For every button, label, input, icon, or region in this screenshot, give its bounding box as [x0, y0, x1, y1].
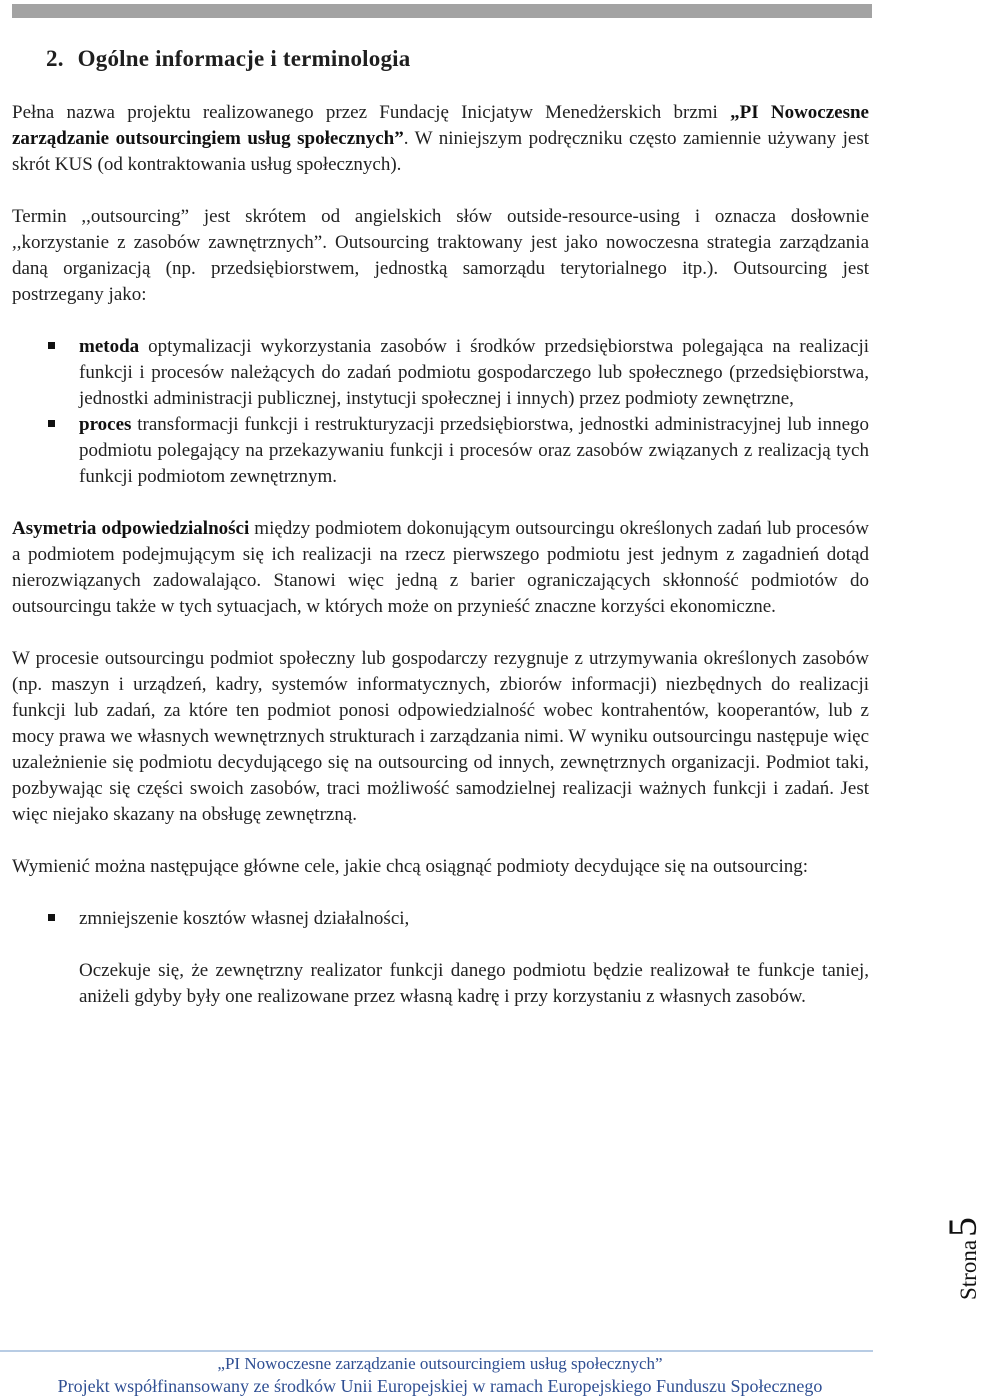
paragraph-definition: Termin ,,outsourcing” jest skrótem od angielskich słów outside-resource-using i oznacza dosłownie ,,korzystanie z zasobów zawnętrznych”. Outsourcing traktowany jest jako nowoczesna strategia zarządzania daną organizacją (np. przedsiębiorstwem, jednostką samorządu terytorialnego itp.). Outsourcing jest postrzegany jako: — [12, 206, 869, 305]
page-footer — [0, 1353, 880, 1397]
page-label-text: Strona — [956, 1239, 981, 1300]
definition-list — [12, 334, 869, 490]
footer-funding-note: Projekt współfinansowany ze środków Unii Europejskiej w ramach Europejskiego Funduszu Społecznego — [57, 1376, 823, 1396]
paragraph-process: W procesie outsourcingu podmiot społeczny lub gospodarczy rezygnuje z utrzymywania określonych zasobów (np. maszyn i urządzeń, kadry, systemów informatycznych, zbiorów informacji) niezbędnych do realizacji funkcji lub zadań, za które ten podmiot ponosi odpowiedzialność wobec kontrahentów, kooperantów, lub z mocy prawa we własnych wewnętrznych strukturach i zarządzania nimi. W wyniku outsourcingu następuje więc uzależnienie się podmiotu decydującego się na outsourcing od innych, zewnętrznych organizacji. Podmiot taki, pozbywając się części swoich zasobów, traci możliwość samodzielnej realizacji ważnych funkcji i zadań. Jest więc niejako skazany na obsługę zewnętrzną. — [12, 648, 869, 825]
paragraph-text: Pełna nazwa projektu realizowanego przez Fundację Inicjatyw Menedżerskich brzmi — [12, 102, 731, 123]
paragraph-cost-expectation: Oczekuje się, że zewnętrzny realizator funkcji danego podmiotu będzie realizował te funkcje taniej, aniżeli gdyby były one realizowane przez własną kadrę i przy korzystaniu z własnych zasobów. — [79, 960, 869, 1007]
header-bar — [12, 4, 872, 18]
list-item — [79, 334, 869, 412]
list-text: optymalizacji wykorzystania zasobów i środków przedsiębiorstwa polegająca na realizacji funkcji i procesów należących do zadań podmiotu gospodarczego lub społecznego (przedsiębiorstwa, jednostki administracji publicznej, instytucji społecznej i innych) przez podmioty zewnętrzne, — [79, 336, 869, 409]
paragraph-text: między podmiotem dokonującym outsourcingu określonych zadań lub procesów a podmiotem podejmującym się ich realizacji na rzecz pierwszego podmiotu jest jednym z zagadnień dotąd nierozwiązanych zadowalająco. Stanowi więc jedną z barier ograniczających skłonność podmiotów do outsourcingu także w tych sytuacjach, w których może on przynieść znaczne korzyści ekonomiczne. — [12, 518, 869, 617]
list-item: zmniejszenie kosztów własnej działalności, — [79, 906, 869, 932]
list-term: proces — [79, 414, 132, 435]
list-text: transformacji funkcji i restrukturyzacji przedsiębiorstwa, jednostki administracyjnej lub innego podmiotu polegający na przekazywaniu funkcji i procesów oraz zasobów związanych z realizacją tych funkcji podmiotom zewnętrznym. — [79, 414, 869, 487]
footer-divider — [0, 1350, 873, 1352]
goals-list — [12, 906, 869, 932]
page-content — [12, 100, 869, 1036]
paragraph-project-name — [12, 100, 869, 178]
section-title: Ogólne informacje i terminologia — [77, 46, 411, 71]
paragraph-asymmetry — [12, 516, 869, 620]
page-number-label — [939, 1180, 985, 1300]
page-number: 5 — [940, 1216, 985, 1237]
section-number: 2. — [46, 46, 64, 71]
paragraph-goals-intro: Wymienić można następujące główne cele, jakie chcą osiągnąć podmioty decydujące się na outsourcing: — [12, 856, 809, 877]
list-item — [79, 412, 869, 490]
paragraph-text: . W niniejszym podręczniku często zamiennie używany jest skrót KUS (od kontraktowania usług społecznych). — [12, 128, 869, 175]
asymmetry-term: Asymetria odpowiedzialności — [12, 518, 250, 539]
footer-project-title: „PI Nowoczesne zarządzanie outsourcingiem usług społecznych” — [217, 1354, 663, 1373]
project-name-bold: „PI Nowoczesne zarządzanie outsourcingiem usług społecznych” — [12, 102, 869, 149]
section-heading — [46, 46, 410, 72]
list-term: metoda — [79, 336, 140, 357]
